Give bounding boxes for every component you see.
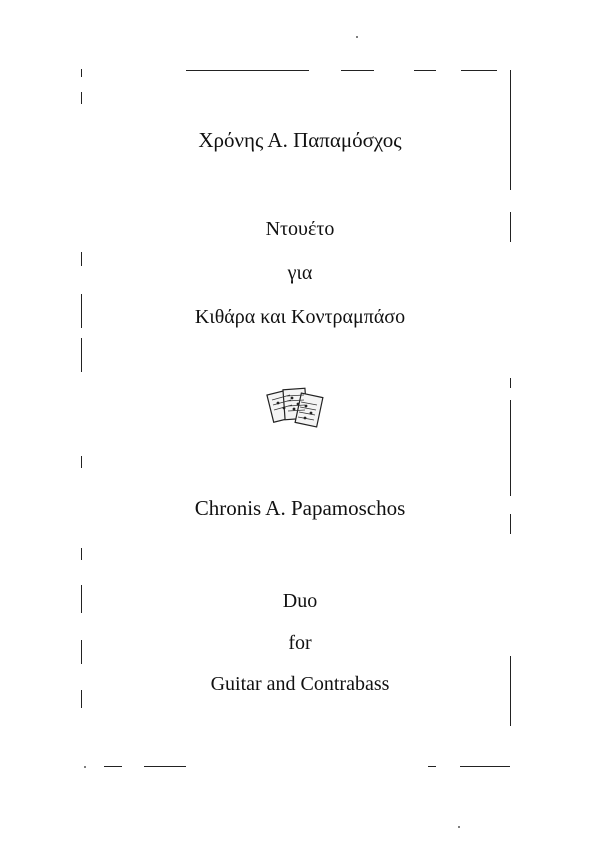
instrumentation-english: Guitar and Contrabass <box>210 673 390 695</box>
composer-name-greek: Χρόνης Α. Παπαμόσχος <box>198 128 402 152</box>
instrumentation-greek: Κιθάρα και Κοντραμπάσο <box>194 306 406 328</box>
frame-bottom-segment <box>144 766 186 767</box>
frame-top-segment <box>186 70 309 71</box>
frame-right-segment <box>510 400 511 496</box>
frame-bottom-segment <box>104 766 122 767</box>
frame-top-segment <box>341 70 374 71</box>
frame-right-segment <box>510 378 511 388</box>
work-title-english: Duo <box>282 590 318 612</box>
music-sheets-icon <box>266 386 328 432</box>
work-title-greek: Ντουέτο <box>265 218 335 240</box>
frame-bottom-segment <box>460 766 510 767</box>
frame-left-segment <box>81 548 82 560</box>
frame-left-segment <box>81 456 82 468</box>
composer-name-english: Chronis A. Papamoschos <box>194 496 406 520</box>
frame-top-segment <box>414 70 436 71</box>
frame-left-segment <box>81 69 82 77</box>
frame-top-segment <box>461 70 497 71</box>
scan-speck <box>84 766 86 768</box>
scan-speck <box>356 36 358 38</box>
for-word-greek: για <box>287 262 313 284</box>
for-word-english: for <box>288 632 312 654</box>
scan-speck <box>458 826 460 828</box>
frame-left-segment <box>81 338 82 372</box>
frame-bottom-segment <box>428 766 436 767</box>
frame-left-segment <box>81 92 82 104</box>
